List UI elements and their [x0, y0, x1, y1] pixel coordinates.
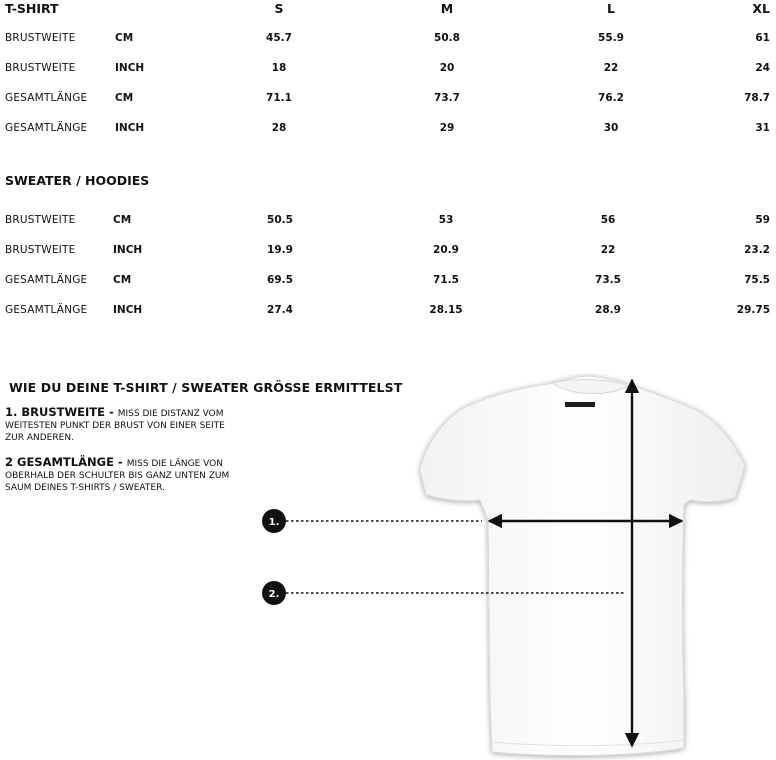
size-header-xl: XL	[752, 0, 770, 16]
value-cell: 18	[271, 62, 287, 74]
howto-step-lead: 2 GESAMTLÄNGE -	[5, 455, 127, 469]
row-unit: INCH	[113, 304, 143, 316]
value-cell: 78.7	[744, 92, 770, 104]
row-unit: CM	[113, 274, 132, 286]
table-row	[0, 53, 776, 83]
row-unit: INCH	[115, 122, 145, 134]
row-label: GESAMTLÄNGE	[5, 92, 88, 104]
value-cell: 45.7	[266, 32, 292, 44]
value-cell: 27.4	[267, 304, 293, 316]
tshirt-header-row	[0, 0, 776, 23]
tshirt-unit-header	[115, 0, 195, 23]
row-label: BRUSTWEITE	[5, 32, 76, 44]
row-label: GESAMTLÄNGE	[5, 274, 88, 286]
value-cell: 71.5	[433, 274, 459, 286]
value-cell: 53	[438, 214, 454, 226]
row-label: BRUSTWEITE	[5, 244, 76, 256]
row-unit: INCH	[115, 62, 145, 74]
table-row	[0, 83, 776, 113]
value-cell: 28.15	[429, 304, 463, 316]
howto-step-chest	[5, 406, 245, 444]
howto-step-text: MISS DIE LÄNGE VON OBERHALB DER SCHULTER BIS GANZ UNTEN ZUM SAUM DEINES T-SHIRTS / SWEATER.	[5, 459, 230, 493]
value-cell: 20.9	[433, 244, 459, 256]
value-cell: 59	[755, 214, 770, 226]
marker-2-badge	[262, 581, 286, 605]
size-header-m: M	[440, 0, 454, 16]
howto-title: WIE DU DEINE T-SHIRT / SWEATER GRÖSSE ERMITTELST	[9, 380, 403, 395]
row-unit: CM	[113, 214, 132, 226]
row-label: GESAMTLÄNGE	[5, 122, 88, 134]
table-row	[0, 235, 776, 265]
howto-step-length	[5, 456, 245, 494]
value-cell: 73.5	[595, 274, 621, 286]
value-cell: 69.5	[267, 274, 293, 286]
neck-label-icon	[565, 402, 595, 407]
marker-1-badge	[262, 509, 286, 533]
table-row	[0, 23, 776, 53]
row-unit: CM	[115, 92, 134, 104]
tshirt-measurement-figure	[250, 370, 776, 760]
table-row	[0, 205, 776, 235]
value-cell: 50.8	[434, 32, 460, 44]
value-cell: 28	[271, 122, 287, 134]
value-cell: 55.9	[598, 32, 624, 44]
table-row	[0, 113, 776, 143]
size-header-s: S	[274, 0, 284, 16]
tshirt-size-table	[0, 0, 776, 143]
value-cell: 50.5	[267, 214, 293, 226]
value-cell: 22	[603, 62, 619, 74]
row-label: GESAMTLÄNGE	[5, 304, 88, 316]
marker-1-label: 1.	[268, 517, 280, 528]
value-cell: 73.7	[434, 92, 460, 104]
howto-step-lead: 1. BRUSTWEITE -	[5, 405, 118, 419]
tshirt-table-title: T-SHIRT	[5, 0, 59, 16]
value-cell: 30	[603, 122, 619, 134]
tshirt-shape	[420, 376, 745, 755]
value-cell: 28.9	[595, 304, 621, 316]
value-cell: 19.9	[267, 244, 293, 256]
value-cell: 23.2	[744, 244, 770, 256]
sweater-size-table	[0, 205, 776, 325]
row-unit: INCH	[113, 244, 143, 256]
value-cell: 71.1	[266, 92, 292, 104]
row-label: BRUSTWEITE	[5, 62, 76, 74]
table-row	[0, 295, 776, 325]
row-label: BRUSTWEITE	[5, 214, 76, 226]
marker-2-label: 2.	[268, 589, 280, 600]
size-header-l: L	[607, 0, 615, 16]
value-cell: 29	[439, 122, 455, 134]
value-cell: 20	[439, 62, 455, 74]
value-cell: 22	[600, 244, 616, 256]
value-cell: 31	[755, 122, 770, 134]
value-cell: 61	[755, 32, 770, 44]
table-row	[0, 265, 776, 295]
value-cell: 75.5	[744, 274, 770, 286]
howto-step-text: MISS DIE DISTANZ VOM WEITESTEN PUNKT DER BRUST VON EINER SEITE ZUR ANDEREN.	[5, 409, 225, 443]
value-cell: 76.2	[598, 92, 624, 104]
sweater-section-title: SWEATER / HOODIES	[5, 173, 150, 188]
value-cell: 56	[600, 214, 616, 226]
row-unit: CM	[115, 32, 134, 44]
value-cell: 24	[755, 62, 770, 74]
value-cell: 29.75	[736, 304, 770, 316]
